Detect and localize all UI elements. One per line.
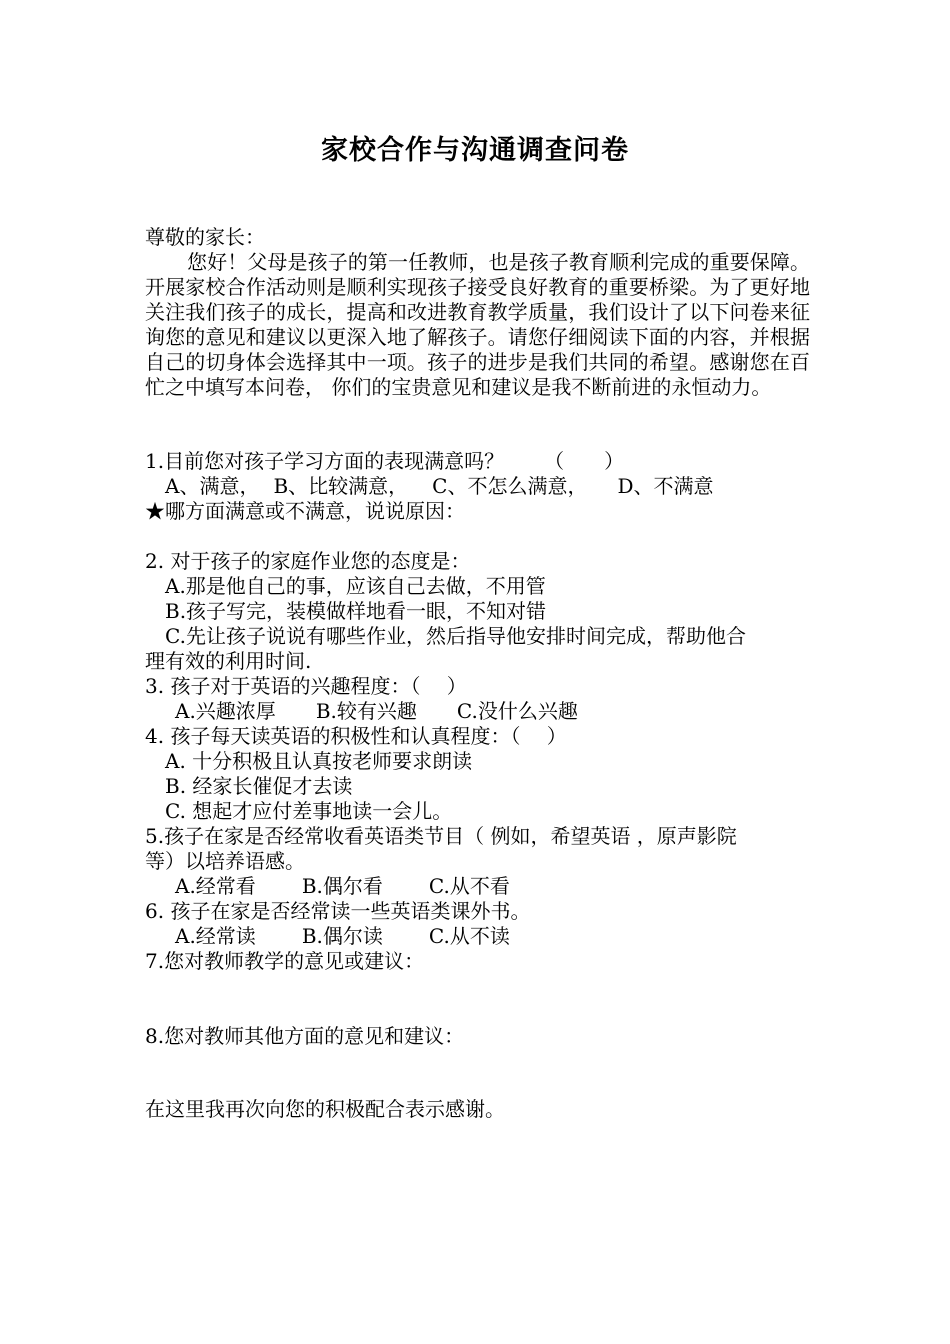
question-2-text: 2. 对于孩子的家庭作业您的态度是：: [145, 549, 471, 573]
question-1-followup: ★哪方面满意或不满意，说说原因：: [145, 499, 465, 523]
q2-option-c: C.先让孩子说说有哪些作业，然后指导他安排时间完成，帮助他合: [165, 624, 746, 648]
q1-option-b: B、比较满意，: [273, 474, 409, 498]
q3-option-c: C.没什么兴趣: [456, 699, 578, 723]
intro-paragraph: 您好！父母是孩子的第一任教师，也是孩子教育顺利完成的重要保障。开展家校合作活动则是顺利实现孩子接受良好教育的重要桥梁。为了更好地关注我们孩子的成长，提高和改进教育教学质量，我们设计了以下问卷来征询您的意见和建议以更深入地了解孩子。请您仔细阅读下面的内容，并根据自己的切身体会选择其中一项。孩子的进步是我们共同的希望。感谢您在百忙之中填写本问卷， 你们的宝贵意见和建议是我不断前进的永恒动力。: [145, 250, 810, 399]
q1-option-a: A、满意，: [165, 474, 260, 498]
question-3-options: [175, 699, 578, 724]
greeting: 尊敬的家长：: [145, 225, 265, 249]
q4-option-a: A. 十分积极且认真按老师要求朗读: [165, 749, 473, 773]
question-3-text: 3. 孩子对于英语的兴趣程度：（ ）: [145, 674, 467, 698]
q6-option-b: B.偶尔读: [301, 924, 383, 948]
page-title: 家校合作与沟通调查问卷: [321, 135, 629, 166]
question-7-text: 7.您对教师教学的意见或建议：: [145, 949, 425, 973]
question-1-options: [165, 474, 714, 499]
question-5-options: [175, 874, 510, 899]
question-6-text: 6. 孩子在家是否经常读一些英语类课外书。: [145, 899, 531, 923]
q2-option-b: B.孩子写完，装模做样地看一眼，不知对错: [165, 599, 547, 623]
question-1-text: 1.目前您对孩子学习方面的表现满意吗？: [145, 449, 505, 473]
q2-option-a: A.那是他自己的事，应该自己去做，不用管: [165, 574, 546, 598]
q3-option-b: B.较有兴趣: [315, 699, 417, 723]
question-8-text: 8.您对教师其他方面的意见和建议：: [145, 1024, 465, 1048]
question-4-text: 4. 孩子每天读英语的积极性和认真程度：（ ）: [145, 724, 567, 748]
q4-option-b: B. 经家长催促才去读: [165, 774, 353, 798]
q1-option-d: D、不满意: [617, 474, 714, 498]
q3-option-a: A.兴趣浓厚: [175, 699, 276, 723]
question-1: [145, 449, 624, 474]
question-1-answer-blank: （ ）: [544, 449, 625, 473]
q5-option-b: B.偶尔看: [301, 874, 383, 898]
q4-option-c: C. 想起才应付差事地读一会儿。: [165, 799, 453, 823]
question-6-options: [175, 924, 510, 949]
q5-option-a: A.经常看: [175, 874, 256, 898]
q5-option-c: C.从不看: [428, 874, 510, 898]
question-5-text: 5.孩子在家是否经常收看英语类节目（ 例如，希望英语 ，原声影院: [145, 824, 737, 848]
question-5-text-continued: 等）以培养语感。: [145, 849, 305, 873]
q1-option-c: C、不怎么满意，: [432, 474, 588, 498]
q6-option-c: C.从不读: [428, 924, 510, 948]
closing-thanks: 在这里我再次向您的积极配合表示感谢。: [145, 1097, 505, 1121]
q2-option-c-continued: 理有效的利用时间.: [145, 649, 312, 673]
q6-option-a: A.经常读: [175, 924, 256, 948]
